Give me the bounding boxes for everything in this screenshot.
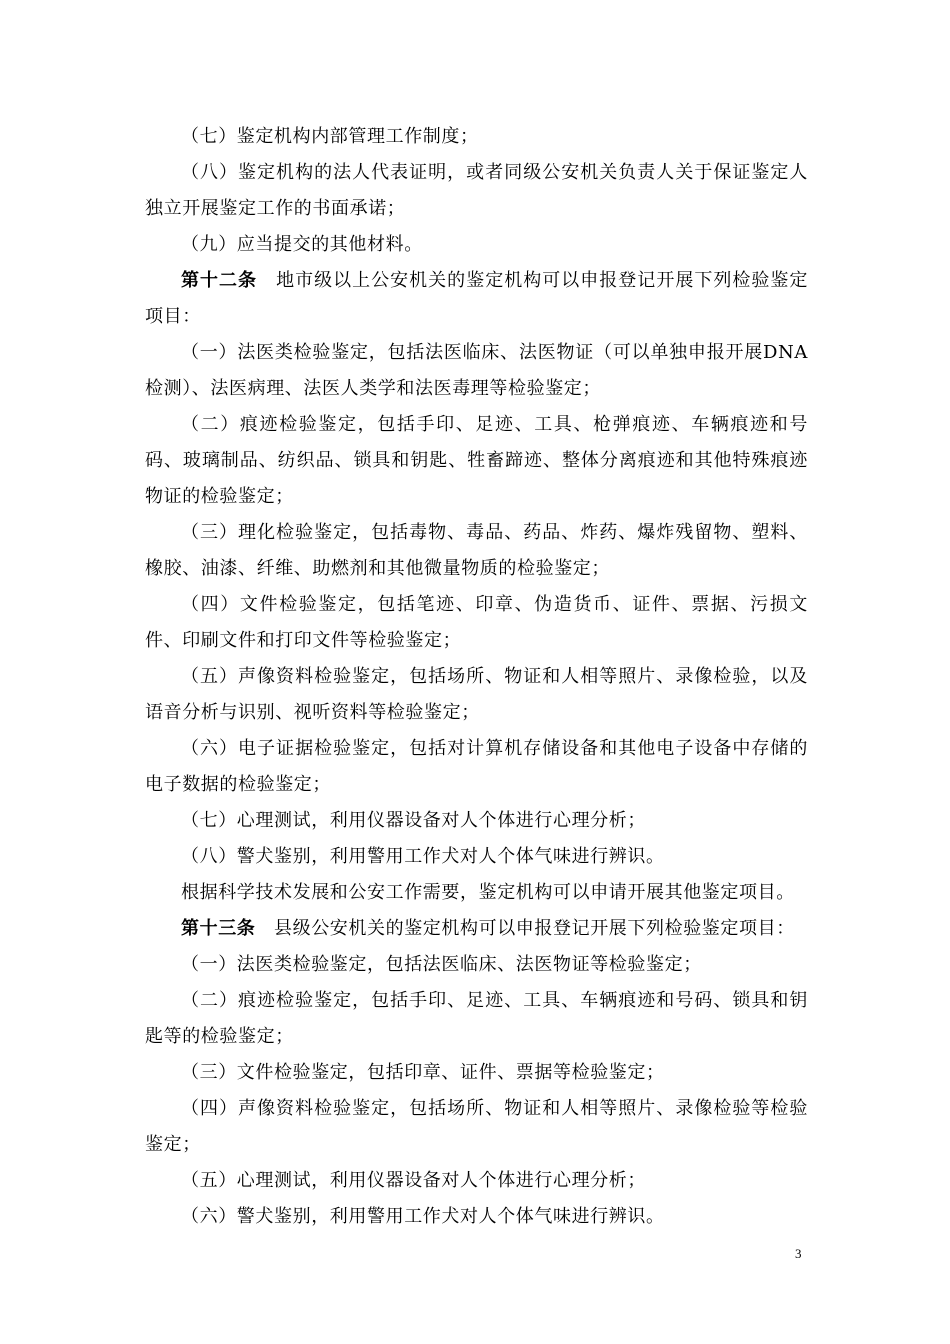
paragraph-text: （六）电子证据检验鉴定，包括对计算机存储设备和其他电子设备中存储的电子数据的检验鉴定； bbox=[145, 738, 808, 795]
article-heading: 第十三条 bbox=[181, 918, 256, 939]
paragraph-text: （一）法医类检验鉴定，包括法医临床、法医物证等检验鉴定； bbox=[181, 954, 702, 975]
paragraph-text: 根据科学技术发展和公安工作需要，鉴定机构可以申请开展其他鉴定项目。 bbox=[181, 882, 795, 903]
paragraph-text: （八）警犬鉴别，利用警用工作犬对人个体气味进行辨识。 bbox=[181, 846, 665, 867]
paragraph bbox=[145, 119, 808, 155]
paragraph-text: （三）理化检验鉴定，包括毒物、毒品、药品、炸药、爆炸残留物、塑料、橡胶、油漆、纤维、助燃剂和其他微量物质的检验鉴定； bbox=[145, 522, 808, 579]
paragraph-text: （四）文件检验鉴定，包括笔迹、印章、伪造货币、证件、票据、污损文件、印刷文件和打印文件等检验鉴定； bbox=[145, 594, 808, 651]
paragraph bbox=[145, 659, 808, 731]
paragraph bbox=[145, 947, 808, 983]
paragraph-text: 地市级以上公安机关的鉴定机构可以申报登记开展下列检验鉴定项目： bbox=[145, 270, 808, 327]
paragraph bbox=[145, 983, 808, 1055]
paragraph bbox=[145, 263, 808, 335]
paragraph-text: 县级公安机关的鉴定机构可以申报登记开展下列检验鉴定项目： bbox=[255, 918, 795, 939]
paragraph bbox=[145, 875, 808, 911]
paragraph-text: （四）声像资料检验鉴定，包括场所、物证和人相等照片、录像检验等检验鉴定； bbox=[145, 1098, 808, 1155]
paragraph-text: （一）法医类检验鉴定，包括法医临床、法医物证（可以单独申报开展DNA检测）、法医病理、法医人类学和法医毒理等检验鉴定； bbox=[145, 342, 808, 399]
paragraph bbox=[145, 839, 808, 875]
paragraph bbox=[145, 911, 808, 947]
paragraph bbox=[145, 335, 808, 407]
paragraph-text: （八）鉴定机构的法人代表证明，或者同级公安机关负责人关于保证鉴定人独立开展鉴定工作的书面承诺； bbox=[145, 162, 808, 219]
paragraph bbox=[145, 155, 808, 227]
page-number: 3 bbox=[795, 1246, 802, 1261]
paragraph bbox=[145, 407, 808, 515]
paragraph-text: （二）痕迹检验鉴定，包括手印、足迹、工具、枪弹痕迹、车辆痕迹和号码、玻璃制品、纺织品、锁具和钥匙、牲畜蹄迹、整体分离痕迹和其他特殊痕迹物证的检验鉴定； bbox=[145, 414, 808, 507]
paragraph bbox=[145, 587, 808, 659]
paragraph-text: （七）鉴定机构内部管理工作制度； bbox=[181, 126, 479, 147]
paragraph bbox=[145, 1055, 808, 1091]
paragraph-text: （五）声像资料检验鉴定，包括场所、物证和人相等照片、录像检验，以及语音分析与识别、视听资料等检验鉴定； bbox=[145, 666, 808, 723]
paragraph-text: （三）文件检验鉴定，包括印章、证件、票据等检验鉴定； bbox=[181, 1062, 665, 1083]
paragraph-text: （九）应当提交的其他材料。 bbox=[181, 234, 423, 255]
paragraph bbox=[145, 1199, 808, 1235]
paragraph bbox=[145, 803, 808, 839]
paragraph bbox=[145, 515, 808, 587]
document-page bbox=[145, 119, 808, 1235]
paragraph bbox=[145, 1163, 808, 1199]
article-heading: 第十二条 bbox=[181, 270, 258, 291]
paragraph-text: （六）警犬鉴别，利用警用工作犬对人个体气味进行辨识。 bbox=[181, 1206, 665, 1227]
paragraph-text: （五）心理测试，利用仪器设备对人个体进行心理分析； bbox=[181, 1170, 646, 1191]
paragraph bbox=[145, 731, 808, 803]
paragraph bbox=[145, 227, 808, 263]
paragraph-text: （二）痕迹检验鉴定，包括手印、足迹、工具、车辆痕迹和号码、锁具和钥匙等的检验鉴定； bbox=[145, 990, 808, 1047]
paragraph-text: （七）心理测试，利用仪器设备对人个体进行心理分析； bbox=[181, 810, 646, 831]
paragraph bbox=[145, 1091, 808, 1163]
